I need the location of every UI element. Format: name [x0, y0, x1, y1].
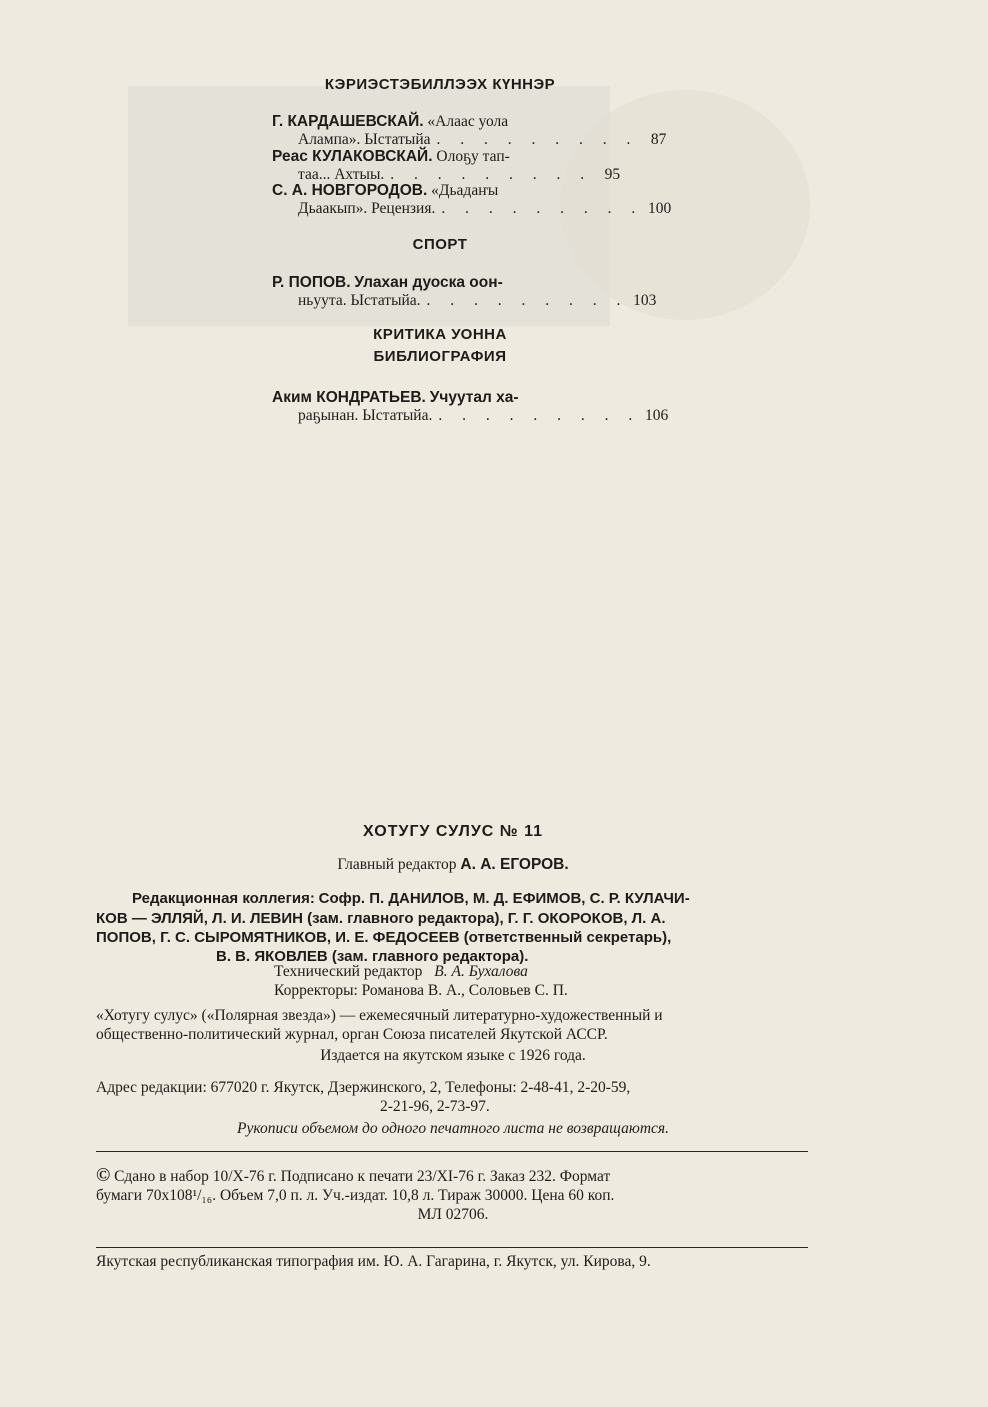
toc-entry-line1 [272, 148, 610, 166]
toc-page-number: 103 [633, 292, 657, 309]
toc-title-start: Олоҕу тап- [436, 148, 510, 165]
editorial-board [96, 889, 810, 966]
toc-title-start: «Алаас уола [427, 113, 509, 130]
tech-editor-name: В. А. Бухалова [434, 963, 528, 980]
toc-author: Аким КОНДРАТЬЕВ. [272, 389, 426, 406]
toc-leader-dots: . . . . . . . . . [441, 200, 644, 217]
toc-title-start: Улахан дуоска оон- [354, 274, 503, 291]
board-line-3: ПОПОВ, Г. С. СЫРОМЯТНИКОВ, И. Е. ФЕДОСЕЕВ (ответственный секретарь), [96, 929, 672, 946]
toc-author: Р. ПОПОВ. [272, 274, 351, 291]
print-line-2: бумаги 70х108¹/₁₆. Объем 7,0 п. л. Уч.-издат. 10,8 л. Тираж 30000. Цена 60 коп. [96, 1187, 615, 1204]
toc-entry [272, 389, 669, 425]
toc-entry-line2 [272, 131, 667, 149]
description-line-2: общественно-политический журнал, орган Союза писателей Якутской АССР. [96, 1026, 608, 1043]
correctors: Корректоры: Романова В. А., Соловьев С. П. [274, 982, 568, 999]
board-line-2: КОВ — ЭЛЛЯЙ, Л. И. ЛЕВИН (зам. главного редактора), Г. Г. ОКОРОКОВ, Л. А. [96, 910, 666, 927]
section-heading-kritika: КРИТИКА УОННА [373, 326, 507, 343]
toc-title-end: ньуута. Ыстатыйа. [298, 292, 421, 309]
section-heading-kinner: КЭРИЭСТЭБИЛЛЭЭХ КҮННЭР [324, 76, 556, 93]
toc-entry [272, 274, 657, 310]
toc-title-start: Учуутал ха- [429, 389, 519, 406]
toc-entry-line1 [272, 113, 610, 131]
toc-page-number: 95 [604, 166, 621, 183]
technical-editor [96, 962, 988, 981]
toc-entry-line2 [272, 200, 672, 218]
description-line-1: «Хотугу сулус» («Полярная звезда») — ежемесячный литературно-художественный и [96, 1007, 663, 1024]
chief-editor-label: Главный редактор [337, 856, 457, 873]
section-heading-bibliography: БИБЛИОГРАФИЯ [373, 348, 507, 365]
toc-page-number: 87 [650, 131, 667, 148]
toc-entry-line1 [272, 389, 610, 407]
editorial-address [96, 1078, 810, 1116]
toc-entry [272, 148, 621, 184]
toc-author: Реас КУЛАКОВСКАЙ. [272, 148, 433, 165]
print-line-1 [96, 1166, 810, 1186]
chief-editor [96, 855, 810, 874]
toc-entry-line1 [272, 274, 610, 292]
journal-description [96, 1006, 810, 1044]
toc-leader-dots: . . . . . . . . . [438, 407, 641, 424]
toc-author: С. А. НОВГОРОДОВ. [272, 182, 428, 199]
print-line-1-text: Сдано в набор 10/X-76 г. Подписано к печати 23/XI-76 г. Заказ 232. Формат [114, 1168, 611, 1185]
toc-leader-dots: . . . . . . . . . [426, 292, 629, 309]
toc-title-end: Алампа». Ыстатыйа [298, 131, 431, 148]
print-line-3: МЛ 02706. [417, 1206, 489, 1223]
toc-entry [272, 113, 667, 149]
divider [96, 1151, 808, 1152]
divider [96, 1247, 808, 1248]
board-line-4: В. В. ЯКОВЛЕВ (зам. главного редактора). [216, 948, 529, 965]
copyright-icon: © [96, 1165, 111, 1186]
toc-entry-line1 [272, 182, 610, 200]
printer-info: Якутская республиканская типография им. Ю. А. Гагарина, г. Якутск, ул. Кирова, 9. [96, 1253, 651, 1270]
board-label: Редакционная коллегия: [132, 890, 315, 907]
toc-title-end: Дьаакып». Рецензия. [298, 200, 436, 217]
journal-title: ХОТУГУ СУЛУС № 11 [363, 823, 543, 840]
tech-editor-label: Технический редактор [274, 963, 423, 980]
toc-title-end: раҕынан. Ыстатыйа. [298, 407, 433, 424]
board-line-1 [96, 889, 810, 909]
toc-leader-dots: . . . . . . . . . [436, 131, 639, 148]
print-details [96, 1166, 810, 1224]
board-members-1: Софр. П. ДАНИЛОВ, М. Д. ЕФИМОВ, С. Р. КУЛАЧИ- [318, 890, 690, 907]
toc-entry-line2 [272, 407, 669, 425]
toc-entry-line2 [272, 292, 657, 310]
toc-page-number: 106 [644, 407, 669, 424]
address-line-2: 2-21-96, 2-73-97. [380, 1098, 490, 1115]
manuscripts-note: Рукописи объемом до одного печатного листа не возвращаются. [236, 1120, 670, 1137]
toc-title-start: «Дьадаҥы [431, 182, 499, 199]
address-line-1: Адрес редакции: 677020 г. Якутск, Дзержинского, 2, Телефоны: 2-48-41, 2-20-59, [96, 1079, 631, 1096]
toc-title-end: таа... Ахтыы. [298, 166, 385, 183]
toc-leader-dots: . . . . . . . . . [390, 166, 593, 183]
chief-editor-name: А. А. ЕГОРОВ. [460, 856, 569, 873]
toc-page-number: 100 [647, 200, 672, 217]
toc-author: Г. КАРДАШЕВСКАЙ. [272, 113, 424, 130]
publication-since: Издается на якутском языке с 1926 года. [320, 1047, 586, 1064]
section-heading-sport: СПОРТ [412, 236, 468, 253]
toc-entry [272, 182, 672, 218]
